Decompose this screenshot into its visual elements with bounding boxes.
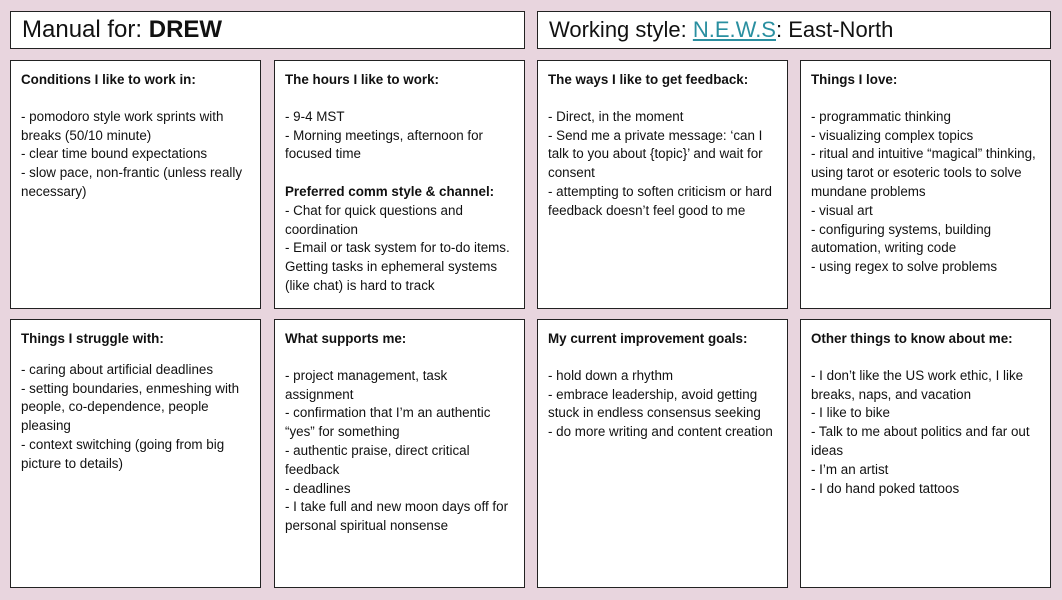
list-item: - I don’t like the US work ethic, I like breaks, naps, and vacation [811, 367, 1024, 402]
card-list [21, 361, 251, 474]
list-item: - embrace leadership, avoid getting stuck in endless consensus seeking [548, 386, 761, 421]
card-title: My current improvement goals: [548, 331, 748, 346]
list-item: - clear time bound expectations [21, 146, 208, 162]
card-list [548, 367, 778, 442]
list-item: - context switching (going from big picture to details) [21, 436, 225, 471]
list-item: - setting boundaries, enmeshing with people, co-dependence, people pleasing [21, 380, 240, 434]
manual-owner-name: DREW [148, 16, 223, 43]
news-link[interactable]: N.E.W.S [692, 17, 776, 42]
card-feedback [537, 60, 788, 309]
list-item: - caring about artificial deadlines [21, 361, 214, 377]
card-list [285, 108, 515, 164]
comm-style-list [285, 202, 515, 296]
card-list [811, 367, 1041, 499]
working-style-suffix: : East-North [775, 17, 894, 42]
list-item: - I do hand poked tattoos [811, 480, 960, 496]
card-struggle [10, 319, 261, 588]
card-supports [274, 319, 525, 588]
card-love [800, 60, 1051, 309]
list-item: - Morning meetings, afternoon for focused time [285, 127, 483, 162]
list-item: - I like to bike [811, 405, 890, 421]
list-item: - using regex to solve problems [811, 259, 998, 275]
card-list [21, 108, 251, 202]
list-item: - project management, task assignment [285, 367, 448, 402]
list-item: - confirmation that I’m an authentic “yes” for something [285, 405, 491, 440]
list-item: - attempting to soften criticism or hard feedback doesn’t feel good to me [548, 183, 773, 218]
card-goals [537, 319, 788, 588]
list-item: - ritual and intuitive “magical” thinking, using tarot or esoteric tools to solve mundane problems [811, 146, 1036, 199]
list-item: - pomodoro style work sprints with breaks (50/10 minute) [21, 108, 224, 143]
card-list [285, 367, 515, 536]
list-item: - Talk to me about politics and far out ideas [811, 424, 1030, 458]
list-item: - hold down a rhythm [548, 367, 674, 383]
list-item: - Direct, in the moment [548, 108, 684, 124]
card-title: Conditions I like to work in: [21, 72, 196, 87]
list-item: - programmatic thinking [811, 108, 951, 124]
list-item: - visualizing complex topics [811, 127, 974, 143]
card-other [800, 319, 1051, 588]
card-hours [274, 60, 525, 309]
list-item: - deadlines [285, 480, 351, 496]
card-title: Things I struggle with: [21, 331, 164, 346]
list-item: - slow pace, non-frantic (unless really necessary) [21, 165, 243, 199]
card-title: What supports me: [285, 331, 407, 346]
working-style-prefix: Working style: [549, 17, 693, 42]
working-style-box [537, 11, 1051, 49]
comm-style-title: Preferred comm style & channel: [285, 183, 495, 199]
list-item: - Email or task system for to-do items. Getting tasks in ephemeral systems (like chat) is hard to track [285, 240, 510, 293]
manual-title-prefix: Manual for: [22, 16, 149, 43]
card-title: The hours I like to work: [285, 72, 440, 87]
list-item: - visual art [811, 202, 873, 218]
card-list [811, 108, 1041, 277]
list-item: - authentic praise, direct critical feedback [285, 442, 470, 477]
list-item: - Send me a private message: ‘can I talk to you about {topic}’ and wait for consent [548, 127, 763, 181]
list-item: - do more writing and content creation [548, 424, 773, 440]
list-item: - I’m an artist [811, 461, 889, 477]
list-item: - configuring systems, building automation, writing code [811, 221, 992, 256]
card-conditions [10, 60, 261, 309]
card-title: The ways I like to get feedback: [548, 72, 749, 87]
list-item: - Chat for quick questions and coordination [285, 202, 463, 237]
list-item: - I take full and new moon days off for personal spiritual nonsense [285, 499, 509, 534]
card-list [548, 108, 778, 221]
card-title: Things I love: [811, 72, 898, 87]
manual-title-box [10, 11, 525, 49]
list-item: - 9-4 MST [285, 108, 345, 124]
card-title: Other things to know about me: [811, 331, 1013, 346]
